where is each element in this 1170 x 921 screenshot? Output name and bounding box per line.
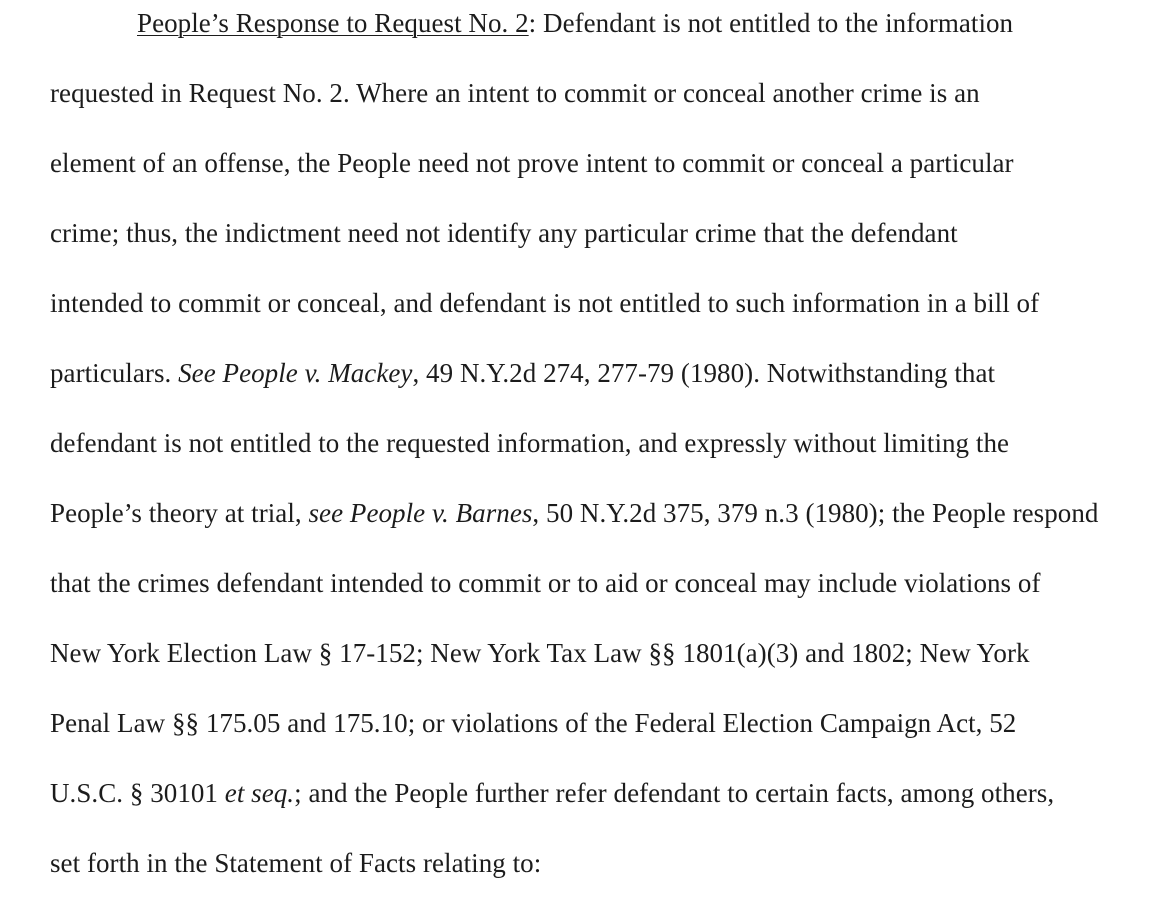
body-line-4: crime; thus, the indictment need not identify any particular crime that the defendant — [50, 218, 958, 248]
body-line-9: that the crimes defendant intended to commit or to aid or conceal may include violations of — [50, 568, 1041, 598]
mackey-citation: See People v. Mackey — [178, 358, 413, 388]
body-line-6 — [50, 356, 995, 390]
line-12-text-a: U.S.C. § 30101 — [50, 778, 225, 808]
et-seq-citation: et seq. — [224, 778, 295, 808]
response-heading-label: People’s Response to Request No. 2 — [137, 8, 529, 38]
line-8-text-b: , 50 N.Y.2d 375, 379 n.3 (1980); the People respond — [532, 498, 1099, 528]
line-12-text-b: ; and the People further refer defendant to certain facts, among others, — [294, 778, 1055, 808]
barnes-citation: see People v. Barnes — [308, 498, 533, 528]
body-line-3: element of an offense, the People need not prove intent to commit or conceal a particular — [50, 148, 1014, 178]
body-line-5: intended to commit or conceal, and defendant is not entitled to such information in a bill of — [50, 288, 1040, 318]
body-line-11: Penal Law §§ 175.05 and 175.10; or violations of the Federal Election Campaign Act, 52 — [50, 708, 1017, 738]
response-heading-line — [137, 6, 1013, 40]
body-line-10: New York Election Law § 17-152; New York Tax Law §§ 1801(a)(3) and 1802; New York — [50, 638, 1030, 668]
response-heading-text: : Defendant is not entitled to the information — [528, 8, 1014, 38]
line-6-text-a: particulars. — [50, 358, 179, 388]
body-line-2: requested in Request No. 2. Where an intent to commit or conceal another crime is an — [50, 78, 980, 108]
body-line-7: defendant is not entitled to the requested information, and expressly without limiting the — [50, 428, 1010, 458]
body-line-8 — [50, 496, 1098, 530]
line-6-text-b: , 49 N.Y.2d 274, 277-79 (1980). Notwithstanding that — [412, 358, 996, 388]
body-line-12 — [50, 776, 1054, 810]
line-8-text-a: People’s theory at trial, — [50, 498, 309, 528]
body-line-13: set forth in the Statement of Facts relating to: — [50, 848, 542, 878]
